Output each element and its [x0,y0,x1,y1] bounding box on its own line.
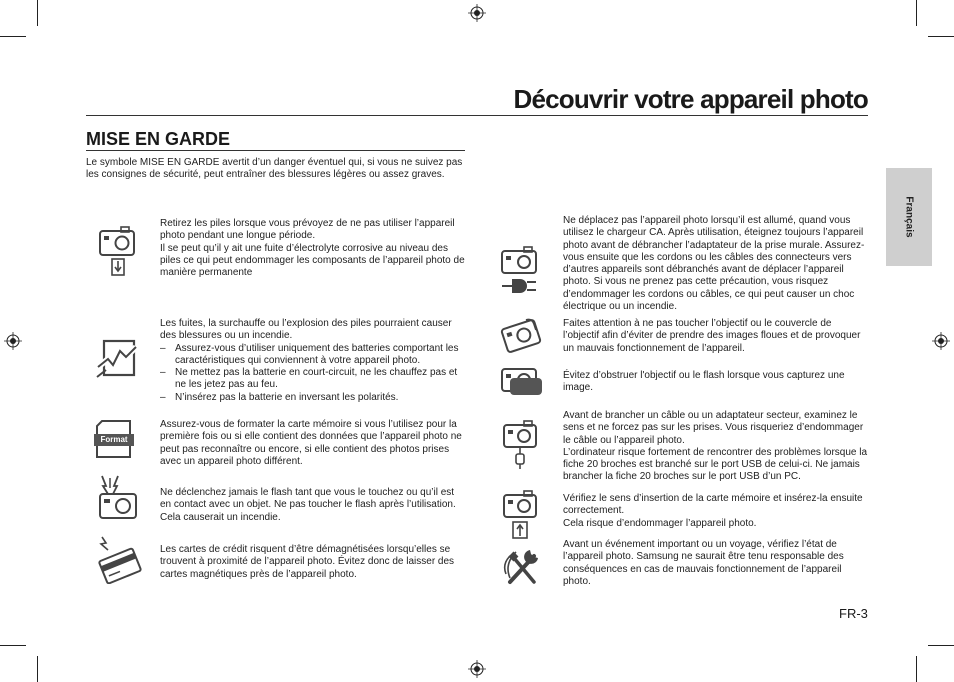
credit-card-icon [96,536,142,584]
item-text: Retirez les piles lorsque vous prévoyez de ne pas utiliser l’appareil photo pendant une longue période. [160,218,455,242]
crop-mark [928,36,954,37]
section-title: MISE EN GARDE [86,129,231,149]
crop-mark [916,656,917,682]
crop-mark [928,645,954,646]
item-text: L’ordinateur risque fortement de rencontrer des problèmes lorsque la fiche 20 broches est branché sur le port USB de celui-ci. Ne jamais brancher la fiche 20 broches sur le port USB d’un PC. [563,446,868,483]
item-text: Évitez d’obstruer l'objectif ou le flash lorsque vous capturez une image. [563,370,845,394]
item-text: Les fuites, la surchauffe ou l’explosion des piles pourraient causer des blessures ou un incendie. [160,318,452,342]
camera-plug-icon [500,246,542,296]
crop-mark [0,36,26,37]
crop-mark [0,645,26,646]
item-text: Vérifiez le sens d’insertion de la carte mémoire et insérez-la ensuite correctement. [563,493,863,517]
item-text: Faites attention à ne pas toucher l’objectif ou le couvercle de l’objectif afin d’éviter de prendre des images floues et de provoquer un mauvais fonctionnement de l’appareil. [563,318,861,354]
format-card-label: Format [94,434,134,446]
damaged-battery-icon [96,337,140,379]
language-tab [886,168,932,266]
item-text: Il se peut qu’il y ait une fuite d’électrolyte corrosive au niveau des piles ce qui peut endommager les composants de l’appareil photo de manière permanente [160,242,465,279]
page-title: Découvrir votre appareil photo [513,84,868,114]
bullet-text: – N’insérez pas la batterie en inversant les polarités. [160,392,466,404]
bullet-text: – Ne mettez pas la batterie en court-circuit, ne les chauffez pas et ne les jetez pas au feu. [160,367,466,392]
item-text: Avant de brancher un câble ou un adaptateur secteur, examinez le sens et ne forcez pas sur les prises. Vous risqueriez d’endommager le câble ou l’appareil photo. [563,410,864,446]
intro-text: Le symbole MISE EN GARDE avertit d’un danger éventuel qui, si vous ne suivez pas les consignes de sécurité, peut entraîner des blessures légères ou assez graves. [86,157,463,180]
camera-cable-icon [502,420,540,470]
bullet-text: – Assurez-vous d’utiliser uniquement des batteries comportant les caractéristiques qui conviennent à votre appareil photo. [160,343,466,368]
item-text: Les cartes de crédit risquent d’être démagnétisées lorsqu’elles se trouvent à proximité de l’appareil photo. Évitez donc de laisser des cartes magnétiques près de l’appareil photo. [160,544,455,580]
camera-battery-icon [98,226,138,276]
item-text: Ne déclenchez jamais le flash tant que vous le touchez ou qu’il est en contact avec un objet. Ne pas toucher le flash après l’utilisation. Cela causerait un incendie. [160,487,456,523]
registration-mark-icon [4,332,22,350]
section-divider [86,150,465,151]
item-text: Ne déplacez pas l’appareil photo lorsqu’il est allumé, quand vous utilisez le chargeur CA. Après utilisation, éteignez toujours l’appareil photo avant de débrancher l’adaptateur de la prise murale. Assurez-vous ensuite que les cordons ou les câbles des connecteurs vers d’autres appareils sont débranchés avant de déplacer l’appareil photo. Si vous ne prenez pas cette précaution, vous risquez d’endommager les cordons ou câbles, ce qui peut causer un choc électrique ou un incendie. [563,215,865,313]
item-text: Cela risque d’endommager l’appareil photo. [563,517,757,529]
crop-mark [37,656,38,682]
registration-mark-icon [468,4,486,22]
lens-touch-icon [500,318,542,354]
page-number: FR-3 [839,606,868,621]
item-text: Assurez-vous de formater la carte mémoire si vous l’utilisez pour la première fois ou si elle contient des données que l’appareil photo ne peut pas reconnaître ou encore, si elle contient des photos prises avec un appareil photo différent. [160,419,462,467]
registration-mark-icon [932,332,950,350]
camera-card-insert-icon [502,490,540,540]
flash-warning-icon [96,474,140,522]
registration-mark-icon [468,660,486,678]
lens-obstruct-icon [500,366,544,396]
item-text: Avant un événement important ou un voyage, vérifiez l’état de l’appareil photo. Samsung ne saurait être tenu responsable des conséquences en cas de mauvais fonctionnement de l’appareil photo. [563,539,844,587]
crop-mark [916,0,917,26]
tools-icon [500,544,544,588]
language-tab-label: Français [903,196,915,238]
title-divider [86,115,868,116]
format-card-icon [96,420,132,458]
crop-mark [37,0,38,26]
